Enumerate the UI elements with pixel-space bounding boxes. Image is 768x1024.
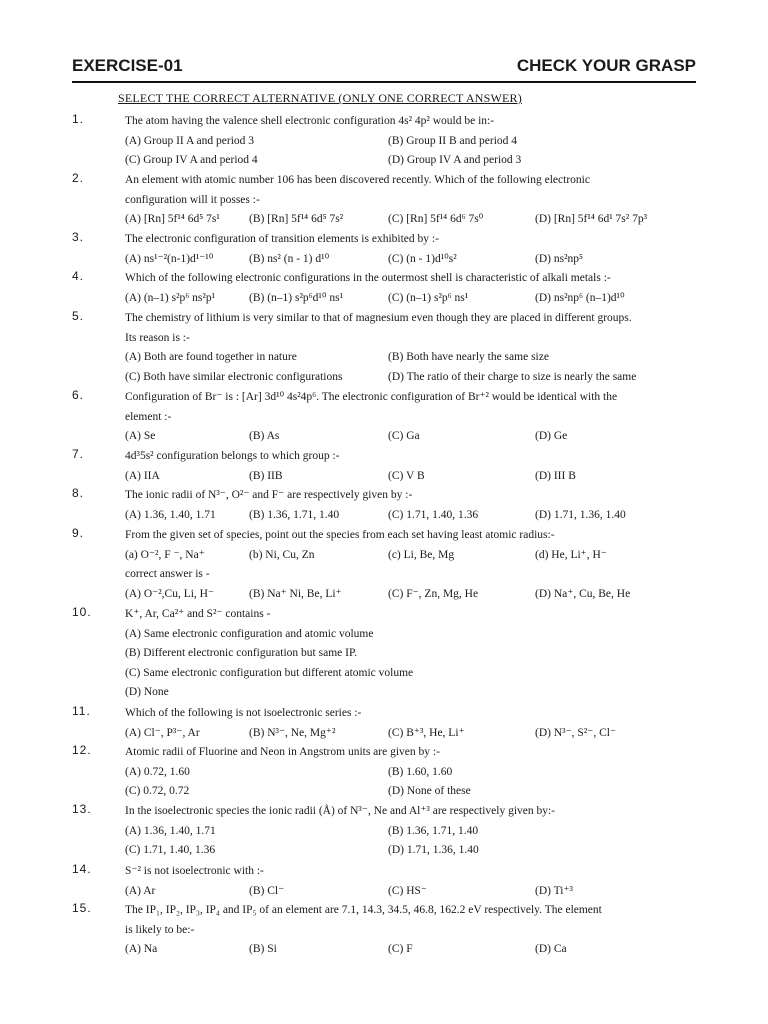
question-number: 1. (72, 112, 85, 126)
answer-option[interactable]: (b) Ni, Cu, Zn (249, 548, 315, 561)
answer-option[interactable]: (C) 1.71, 1.40, 1.36 (125, 844, 216, 857)
question-number: 13. (72, 802, 92, 816)
question-body (125, 704, 698, 743)
answer-option[interactable]: (C) 0.72, 0.72 (125, 785, 190, 798)
question-body (125, 269, 698, 308)
question-text-line: correct answer is - (125, 568, 210, 581)
question-number: 7. (72, 447, 85, 461)
answer-option[interactable]: (A) [Rn] 5f¹⁴ 6d⁵ 7s¹ (125, 213, 220, 226)
answer-option[interactable]: (B) Si (249, 943, 277, 956)
question-text-line: In the isoelectronic species the ionic radii (Å) of N³⁻, Ne and Al⁺³ are respectively given by:- (125, 805, 556, 817)
answer-option[interactable]: (A) 1.36, 1.40, 1.71 (125, 508, 216, 521)
options-row (125, 348, 698, 368)
question-number: 10. (72, 605, 92, 619)
question-body (125, 171, 698, 230)
instruction-heading: SELECT THE CORRECT ALTERNATIVE (ONLY ONE CORRECT ANSWER) (118, 91, 522, 105)
answer-option[interactable]: (D) [Rn] 5f¹⁴ 6d¹ 7s² 7p³ (535, 213, 648, 226)
question-body (125, 309, 698, 387)
question-text-line: Which of the following electronic configurations in the outermost shell is characteristic of alkali metals :- (125, 272, 611, 284)
exercise-title: EXERCISE-01 (72, 56, 183, 75)
options-row (125, 782, 698, 802)
answer-option[interactable]: (C) F⁻, Zn, Mg, He (388, 587, 479, 600)
answer-option[interactable]: (D) 1.71, 1.36, 1.40 (388, 844, 479, 857)
answer-option[interactable]: (D) N³⁻, S²⁻, Cl⁻ (535, 726, 617, 739)
section-title: CHECK YOUR GRASP (516, 56, 696, 75)
answer-option[interactable]: (C) [Rn] 5f¹⁴ 6d⁶ 7s⁰ (388, 213, 484, 226)
question-number: 2. (72, 171, 85, 185)
answer-option[interactable]: (B) Group II B and period 4 (388, 134, 518, 147)
answer-option[interactable]: (D) Ca (535, 943, 567, 956)
answer-option[interactable]: (D) Ge (535, 430, 568, 443)
answer-option[interactable]: (B) Both have nearly the same size (388, 351, 549, 364)
question-body (125, 388, 698, 447)
answer-option[interactable]: (C) Both have similar electronic configurations (125, 370, 343, 383)
question-text-line: The ionic radii of N³⁻, O²⁻ and F⁻ are respectively given by :- (125, 489, 413, 501)
answer-option[interactable]: (D) ns²np⁶ (n–1)d¹⁰ (535, 291, 625, 304)
options-row (125, 882, 698, 902)
options-row (125, 427, 698, 447)
options-row (125, 841, 698, 861)
question-text-line: K⁺, Ar, Ca²⁺ and S²⁻ contains - (125, 608, 271, 620)
answer-option[interactable]: (B) N³⁻, Ne, Mg⁺² (249, 726, 336, 739)
question-text-line: S⁻² is not isoelectronic with :- (125, 865, 264, 877)
answer-option[interactable]: (B) Na⁺ Ni, Be, Li⁺ (249, 587, 342, 600)
answer-option[interactable]: (D) None of these (388, 785, 471, 798)
answer-option[interactable]: (D) 1.71, 1.36, 1.40 (535, 508, 626, 521)
answer-option[interactable]: (D) Ti⁺³ (535, 884, 573, 897)
answer-option[interactable]: (C) (n–1) s²p⁶ ns¹ (388, 291, 469, 304)
options-row (125, 822, 698, 842)
answer-option[interactable]: (C) Ga (388, 430, 420, 443)
options-row (125, 546, 698, 566)
answer-option[interactable]: (C) B⁺³, He, Li⁺ (388, 726, 465, 739)
answer-option[interactable]: (A) Se (125, 430, 156, 443)
question-number: 11. (72, 704, 91, 718)
question-body (125, 605, 698, 703)
question-number: 15. (72, 901, 92, 915)
question-number: 9. (72, 526, 85, 540)
answer-option[interactable]: (D) ns²np⁵ (535, 252, 584, 265)
answer-option[interactable]: (B) ns² (n - 1) d¹⁰ (249, 252, 330, 265)
options-row (125, 940, 698, 960)
question-body (125, 802, 698, 861)
question-text-line: Its reason is :- (125, 331, 190, 344)
question-number: 6. (72, 388, 85, 402)
question-text-line: From the given set of species, point out the species from each set having least atomic radius:- (125, 529, 555, 541)
answer-option[interactable]: (A) ns¹⁻²(n-1)d¹⁻¹⁰ (125, 252, 214, 265)
options-row (125, 467, 698, 487)
question-body (125, 486, 698, 525)
question-text-line: The electronic configuration of transition elements is exhibited by :- (125, 233, 439, 245)
answer-option[interactable]: (c) Li, Be, Mg (388, 548, 455, 561)
answer-option[interactable]: (A) Both are found together in nature (125, 351, 297, 364)
answer-option[interactable]: (B) [Rn] 5f¹⁴ 6d⁵ 7s² (249, 213, 344, 226)
question-text-line: Atomic radii of Fluorine and Neon in Angstrom units are given by :- (125, 746, 440, 758)
answer-option[interactable]: (B) 1.60, 1.60 (388, 765, 453, 778)
answer-option[interactable]: (D) III B (535, 469, 576, 482)
question-text-line: (D) None (125, 686, 169, 699)
question-number: 14. (72, 862, 92, 876)
answer-option[interactable]: (A) IIA (125, 469, 160, 482)
options-row (125, 763, 698, 783)
question-text-line: is likely to be:- (125, 923, 195, 936)
question-body (125, 230, 698, 269)
answer-option[interactable]: (A) O⁻²,Cu, Li, H⁻ (125, 587, 215, 600)
question-text-line: 4d³5s² configuration belongs to which group :- (125, 450, 340, 462)
question-text-line: The IP₁, IP₂, IP₃, IP₄ and IP₅ of an element are 7.1, 14.3, 34.5, 46.8, 162.2 eV respectively. The element (125, 904, 602, 916)
question-text-line: The chemistry of lithium is very similar to that of magnesium even though they are placed in different groups. (125, 312, 632, 324)
options-row (125, 132, 698, 152)
question-body (125, 862, 698, 901)
question-text-line: The atom having the valence shell electronic configuration 4s² 4p² would be in:- (125, 115, 495, 127)
answer-option[interactable]: (C) HS⁻ (388, 884, 427, 897)
answer-option[interactable]: (A) Cl⁻, P³⁻, Ar (125, 726, 200, 739)
question-text-line: An element with atomic number 106 has been discovered recently. Which of the following electronic (125, 174, 590, 186)
question-number: 3. (72, 230, 85, 244)
answer-option[interactable]: (A) Ar (125, 884, 156, 897)
question-body (125, 526, 698, 604)
answer-option[interactable]: (C) Group IV A and period 4 (125, 154, 258, 167)
answer-option[interactable]: (B) 1.36, 1.71, 1.40 (249, 508, 340, 521)
answer-option[interactable]: (A) 0.72, 1.60 (125, 765, 190, 778)
question-body (125, 743, 698, 802)
answer-option[interactable]: (C) V B (388, 469, 425, 482)
answer-option[interactable]: (B) IIB (249, 469, 283, 482)
question-body (125, 112, 698, 171)
answer-option[interactable]: (D) Na⁺, Cu, Be, He (535, 587, 631, 600)
answer-option[interactable]: (C) (n - 1)d¹⁰s² (388, 252, 457, 265)
options-row (125, 506, 698, 526)
options-row (125, 210, 698, 230)
page-header (72, 56, 696, 80)
options-row (125, 289, 698, 309)
options-row (125, 368, 698, 388)
answer-option[interactable]: (A) Group II A and period 3 (125, 134, 255, 147)
options-row (125, 585, 698, 605)
answer-option[interactable]: (B) (n–1) s²p⁶d¹⁰ ns¹ (249, 291, 344, 304)
answer-option[interactable]: (B) Cl⁻ (249, 884, 285, 897)
answer-option[interactable]: (A) (n–1) s²p⁶ ns²p¹ (125, 291, 216, 304)
question-text-line: Which of the following is not isoelectronic series :- (125, 707, 362, 719)
question-text-line: (C) Same electronic configuration but different atomic volume (125, 666, 414, 679)
answer-option[interactable]: (D) Group IV A and period 3 (388, 154, 522, 167)
question-number: 5. (72, 309, 85, 323)
options-row (125, 151, 698, 171)
answer-option[interactable]: (B) As (249, 430, 280, 443)
answer-option[interactable]: (D) The ratio of their charge to size is nearly the same (388, 370, 637, 383)
question-number: 8. (72, 486, 85, 500)
question-body (125, 901, 698, 960)
header-divider (72, 81, 696, 83)
question-text-line: (A) Same electronic configuration and atomic volume (125, 627, 374, 640)
question-number: 12. (72, 743, 92, 757)
question-text-line: Configuration of Br⁻ is : [Ar] 3d¹⁰ 4s²4p⁶. The electronic configuration of Br⁺² would be identical with the (125, 391, 618, 403)
question-text-line: element :- (125, 410, 172, 423)
question-text-line: configuration will it posses :- (125, 193, 260, 206)
answer-option[interactable]: (C) F (388, 943, 413, 956)
question-number: 4. (72, 269, 85, 283)
answer-option[interactable]: (C) 1.71, 1.40, 1.36 (388, 508, 479, 521)
options-row (125, 724, 698, 744)
answer-option[interactable]: (A) 1.36, 1.40, 1.71 (125, 824, 216, 837)
answer-option[interactable]: (a) O⁻², F ⁻, Na⁺ (125, 548, 205, 561)
answer-option[interactable]: (B) 1.36, 1.71, 1.40 (388, 824, 479, 837)
question-body (125, 447, 698, 486)
options-row (125, 250, 698, 270)
question-text-line: (B) Different electronic configuration but same IP. (125, 647, 357, 660)
answer-option[interactable]: (d) He, Li⁺, H⁻ (535, 548, 607, 561)
answer-option[interactable]: (A) Na (125, 943, 158, 956)
